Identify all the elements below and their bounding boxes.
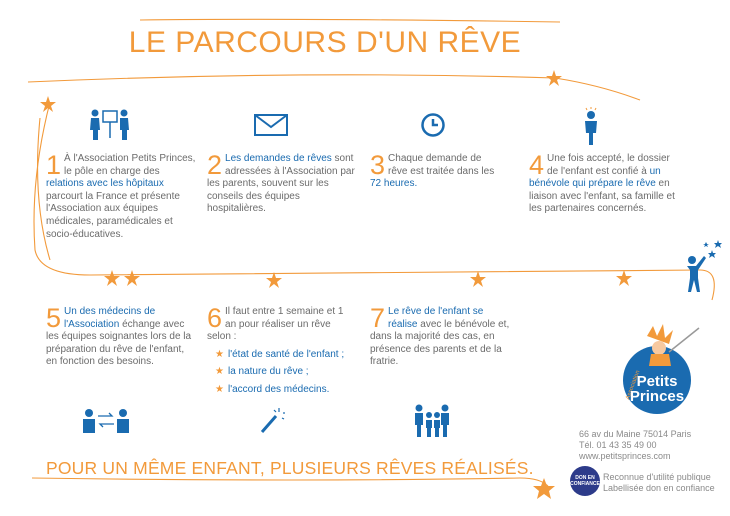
list-item: ★ la nature du rêve ; xyxy=(215,366,309,378)
list-item: ★ l'accord des médecins. xyxy=(215,383,330,395)
step-number: 1 xyxy=(46,150,62,180)
svg-text:Association: Association xyxy=(625,369,642,401)
page-title: LE PARCOURS D'UN RÊVE xyxy=(128,26,522,59)
step-1: 1 À l'Association Petits Princes, le pôle en charge des relations avec les hôpitaux parcourt la France et présente l'Association aux équipes médicales, paramédicales et socio-éducatives. xyxy=(46,150,196,240)
step-2: 2 Les demandes de rêves sont adressées à l'Association par les parents, souvent sur les conseils des équipes hospitalières. xyxy=(207,150,355,215)
clock-icon xyxy=(420,112,446,138)
don-en-confiance-badge: DON EN CONFIANCE xyxy=(570,466,600,496)
people-presentation-icon xyxy=(88,108,130,142)
family-icon xyxy=(414,404,450,438)
step-3: 3 Chaque demande de rêve est traitée dans les 72 heures. xyxy=(370,150,495,190)
star-icon xyxy=(266,272,282,288)
address: 66 av du Maine 75014 Paris xyxy=(579,429,692,439)
step-5: 5 Un des médecins de l'Association échange avec les équipes soignantes lors de la préparation du rêve de l'enfant, en fonction des besoins. xyxy=(46,303,192,368)
star-bullet-icon: ★ xyxy=(215,366,224,378)
criteria-list xyxy=(215,349,357,397)
star-icon xyxy=(714,240,722,248)
star-icon xyxy=(533,478,555,499)
volunteer-icon xyxy=(580,106,602,146)
logo-name-line-1: Petits xyxy=(636,373,678,390)
child-reaching-stars-icon xyxy=(682,252,712,294)
star-icon xyxy=(703,242,709,247)
star-icon xyxy=(616,270,632,286)
step-number: 4 xyxy=(529,150,545,180)
contact-info xyxy=(579,429,691,462)
star-icon xyxy=(104,270,120,286)
doctors-exchange-icon xyxy=(82,408,130,434)
star-icon xyxy=(470,271,486,287)
website-link[interactable]: www.petitsprinces.com xyxy=(579,451,671,461)
logo-name-line-2: Princes xyxy=(629,388,685,405)
star-icon xyxy=(124,270,140,286)
step-number: 6 xyxy=(207,303,223,333)
phone: Tél. 01 43 35 49 00 xyxy=(579,440,657,450)
step-6: 6 Il faut entre 1 semaine et 1 an pour réaliser un rêve selon : ★ l'état de santé de l'enfant ; ★ la nature du rêve ; ★ l'accord des médecins. xyxy=(207,306,357,402)
petits-princes-logo xyxy=(607,318,707,418)
step-4: 4 Une fois accepté, le dossier de l'enfant est confié à un bénévole qui prépare le rêve en liaison avec l'enfant, sa famille et les partenaires concernés. xyxy=(529,150,675,215)
star-bullet-icon: ★ xyxy=(215,348,224,360)
step-number: 5 xyxy=(46,303,62,333)
star-bullet-icon: ★ xyxy=(215,383,224,395)
step-7: 7 Le rêve de l'enfant se réalise avec le bénévole et, dans la majorité des cas, en présence des parents et de la fratrie. xyxy=(370,303,510,368)
step-number: 3 xyxy=(370,150,386,180)
recognition-text: Reconnue d'utilité publique Labellisée don en confiance xyxy=(603,472,715,493)
tagline: POUR UN MÊME ENFANT, PLUSIEURS RÊVES RÉALISÉS. xyxy=(46,458,534,478)
envelope-icon xyxy=(254,114,288,136)
step-number: 2 xyxy=(207,150,223,180)
magic-wand-icon xyxy=(258,406,286,436)
step-number: 7 xyxy=(370,303,386,333)
list-item: ★ l'état de santé de l'enfant ; xyxy=(215,348,345,360)
